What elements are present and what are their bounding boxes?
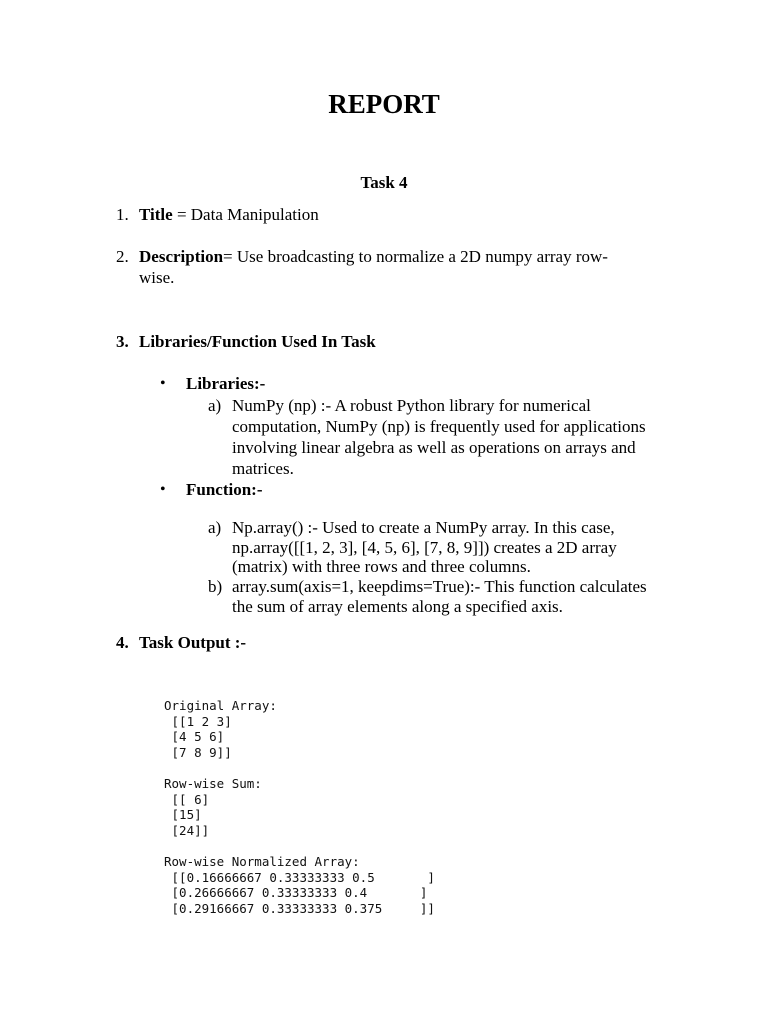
task-output-heading: Task Output :- [139,633,247,652]
output-line: [[ 6] [164,791,210,807]
item-description-cont: wise. [139,268,175,287]
bullet-icon: • [160,375,166,392]
item-description [139,246,608,267]
item-number-2: 2. [116,247,129,266]
list-marker: a) [208,396,222,415]
output-line: Row-wise Normalized Array: [164,853,360,869]
output-line: [7 8 9]] [164,744,232,760]
function-heading: Function:- [186,480,263,499]
libraries-heading: Libraries:- [186,374,266,393]
library-numpy-line: involving linear algebra as well as operations on arrays and [232,438,636,457]
library-numpy-line: matrices. [232,459,294,478]
function-nparray-line: np.array([[1, 2, 3], [4, 5, 6], [7, 8, 9]]) creates a 2D array [232,538,617,557]
item-title-text: = Data Manipulation [172,205,319,224]
bullet-icon: • [160,481,166,498]
library-numpy-line: computation, NumPy (np) is frequently used for applications [232,417,646,436]
item-description-label: Description [139,247,224,266]
function-nparray-line: (matrix) with three rows and three columns. [232,557,531,576]
output-line: [[0.16666667 0.33333333 0.5 ] [164,869,435,885]
output-line: Original Array: [164,698,277,713]
output-line: Row-wise Sum: [164,775,262,791]
output-line: [24]] [164,822,210,838]
output-line: [[1 2 3] [164,713,232,729]
list-marker: a) [208,518,222,537]
item-number-3: 3. [116,332,129,351]
list-marker: b) [208,577,223,596]
console-output [164,698,435,916]
output-line: [0.26666667 0.33333333 0.4 ] [164,885,428,901]
output-line [164,760,435,776]
function-sum-line: the sum of array elements along a specified axis. [232,597,563,616]
function-nparray-line: Np.array() :- Used to create a NumPy array. In this case, [232,518,615,537]
output-line: [15] [164,807,202,823]
output-line: [0.29166667 0.33333333 0.375 ]] [164,900,435,916]
function-sum-line: array.sum(axis=1, keepdims=True):- This function calculates [232,577,647,596]
task-label: Task 4 [360,173,408,192]
item-libraries-heading: Libraries/Function Used In Task [139,332,376,351]
output-line [164,838,435,854]
item-description-text: = Use broadcasting to normalize a 2D numpy array row- [223,247,608,266]
output-line: [4 5 6] [164,729,225,745]
library-numpy-line: NumPy (np) :- A robust Python library for numerical [232,396,591,415]
item-title [139,204,319,225]
item-title-label: Title [139,205,173,224]
item-number-4: 4. [116,633,129,652]
report-title: REPORT [328,89,440,119]
item-number-1: 1. [116,205,129,224]
